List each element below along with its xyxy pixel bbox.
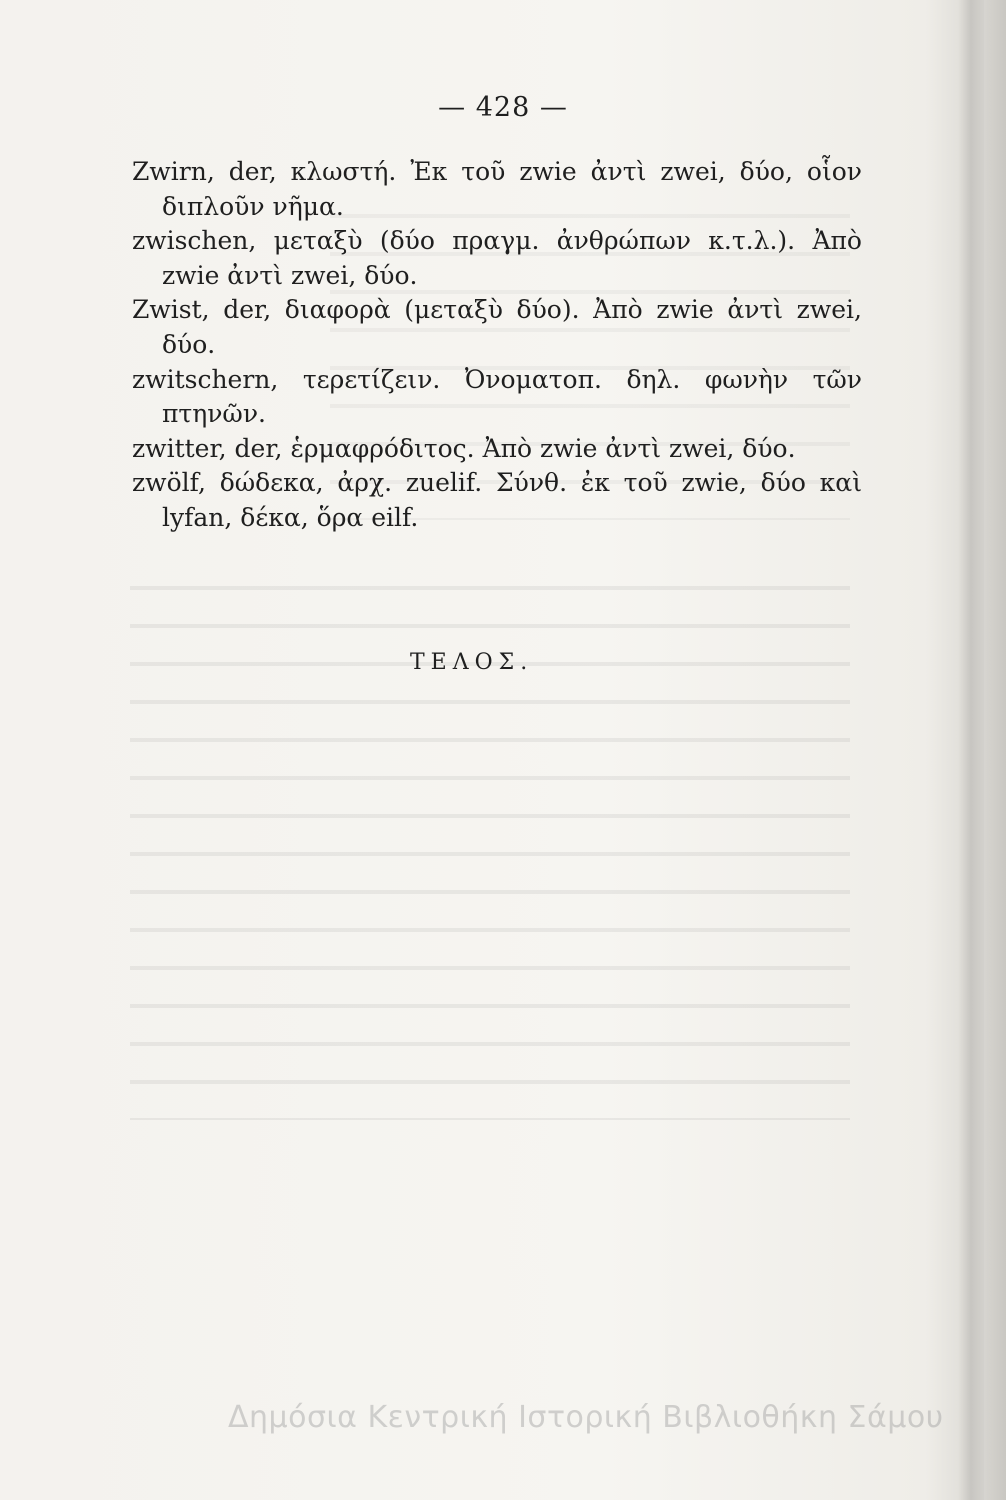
library-watermark: Δημόσια Κεντρική Ιστορική Βιβλιοθήκη Σάμου: [228, 1400, 944, 1435]
entry-zwirn: Zwirn, der, κλωστή. Ἐκ τοῦ zwie ἀντὶ zwei, δύο, οἷον διπλοῦν νῆμα.: [132, 157, 862, 221]
bleed-through-text: [130, 560, 850, 1120]
entry-zwist: Zwist, der, διαφορὰ (μεταξὺ δύο). Ἀπὸ zwie ἀντὶ zwei, δύο.: [132, 295, 862, 359]
page-number: — 428 —: [438, 92, 568, 123]
dictionary-entries: [132, 155, 862, 536]
entry-zwitschern: zwitschern, τερετίζειν. Ὀνοματοπ. δηλ. φωνὴν τῶν πτηνῶν.: [132, 364, 862, 429]
end-marker: ΤΕΛΟΣ.: [410, 650, 534, 675]
entry-zwoelf: zwölf, δώδεκα, ἀρχ. zuelif. Σύνθ. ἐκ τοῦ zwie, δύο καὶ lyfan, δέκα, ὅρα eilf.: [132, 468, 862, 532]
page-gutter: [958, 0, 984, 1500]
entry-zwischen: zwischen, μεταξὺ (δύο πραγμ. ἀνθρώπων κ.τ.λ.). Ἀπὸ zwie ἀντὶ zwei, δύο.: [132, 226, 862, 290]
entry-zwitter: zwitter, der, ἑρμαφρόδιτος. Ἀπὸ zwie ἀντὶ zwei, δύο.: [132, 433, 796, 463]
